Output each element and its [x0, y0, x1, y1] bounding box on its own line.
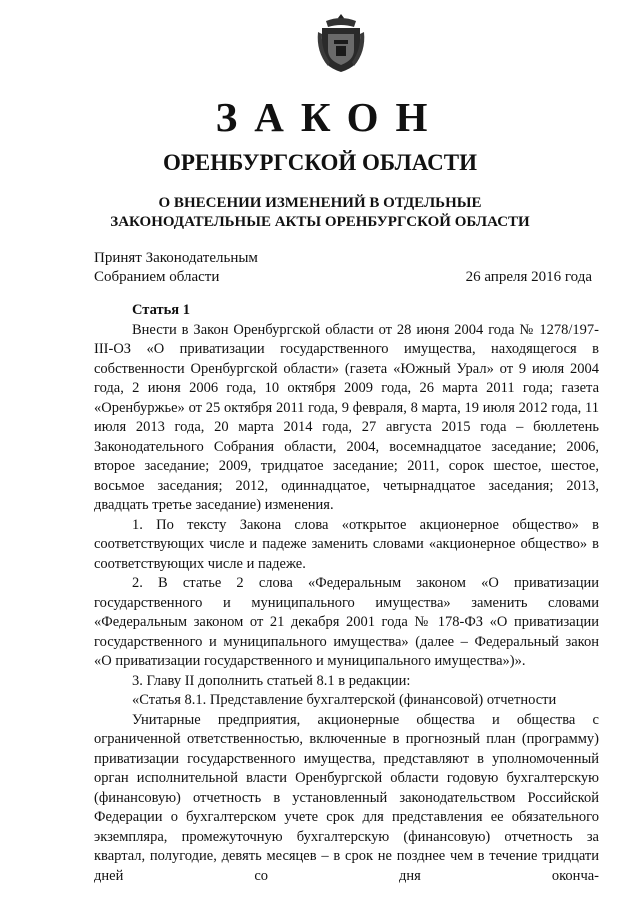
article-paragraph: Унитарные предприятия, акционерные общества и общества с ограниченной ответственностью, включенные в прогнозный план (программу) приватизации государственного имущества, представляют в уполномоченный орган исполнительной власти Оренбургской области годовую бухгалтерскую (финансовую) отчетность в установленный законодательством Российской Федерации о бухгалтерском учете срок для представления ее обязательного экземпляра, промежуточную бухгалтерскую (финансовую) отчетность за квартал, полугодие, девять месяцев – в срок не позднее чем в течение тридцати дней со дня оконча-	[94, 711, 599, 884]
adoption-date: 26 апреля 2016 года	[465, 269, 592, 285]
article-body	[94, 301, 599, 886]
orenburg-coat-of-arms-icon	[316, 12, 366, 74]
law-subject	[0, 194, 640, 232]
adoption-note	[94, 249, 258, 287]
law-subject-line: О ВНЕСЕНИИ ИЗМЕНЕНИЙ В ОТДЕЛЬНЫЕ	[158, 195, 482, 211]
law-title: ЗАКОН	[215, 94, 445, 140]
adoption-line: Принят Законодательным	[94, 250, 258, 266]
article-paragraph: Внести в Закон Оренбургской области от 28 июня 2004 года № 1278/197-III-ОЗ «О приватизации государственного имущества, находящегося в собственности Оренбургской области» (газета «Южный Урал» от 9 июля 2004 года, 2 июня 2006 года, 10 октября 2009 года, 26 марта 2011 года; газета «Оренбуржье» от 25 октября 2011 года, 9 февраля, 8 марта, 19 июля 2012 года, 11 июля 2013 года, 20 марта 2014 года, 27 августа 2015 года – бюллетень Законодательного Собрания области, 2004, восемнадцатое заседание; 2006, второе заседание; 2009, тридцатое заседание; 2011, сорок шестое, шестое, восьмое заседания; 2012, одиннадцатое, четырнадцатое заседания; 2013, двадцать третье заседание) изменения.	[94, 321, 599, 513]
region-title: ОРЕНБУРГСКОЙ ОБЛАСТИ	[162, 150, 478, 175]
article-paragraph: 3. Главу II дополнить статьей 8.1 в редакции:	[132, 672, 411, 689]
new-article-title: «Статья 8.1. Представление бухгалтерской (финансовой) отчетности	[132, 692, 557, 708]
adoption-line: Собранием области	[94, 269, 220, 285]
article-paragraph: 2. В статье 2 слова «Федеральным законом «О приватизации государственного и муниципального имущества» заменить словами «Федеральным законом от 21 декабря 2001 года № 178-ФЗ «О приватизации государственного и муниципального имущества» (далее – Федеральный закон «О приватизации государственного и муниципального имущества»)».	[94, 575, 599, 669]
article-paragraph: 1. По тексту Закона слова «открытое акционерное общество» в соответствующих числе и падеже заменить словами «акционерное общество» в соответствующих числе и падеже.	[94, 516, 599, 572]
article-heading: Статья 1	[132, 302, 190, 318]
law-subject-line: ЗАКОНОДАТЕЛЬНЫЕ АКТЫ ОРЕНБУРГСКОЙ ОБЛАСТИ	[110, 214, 530, 230]
